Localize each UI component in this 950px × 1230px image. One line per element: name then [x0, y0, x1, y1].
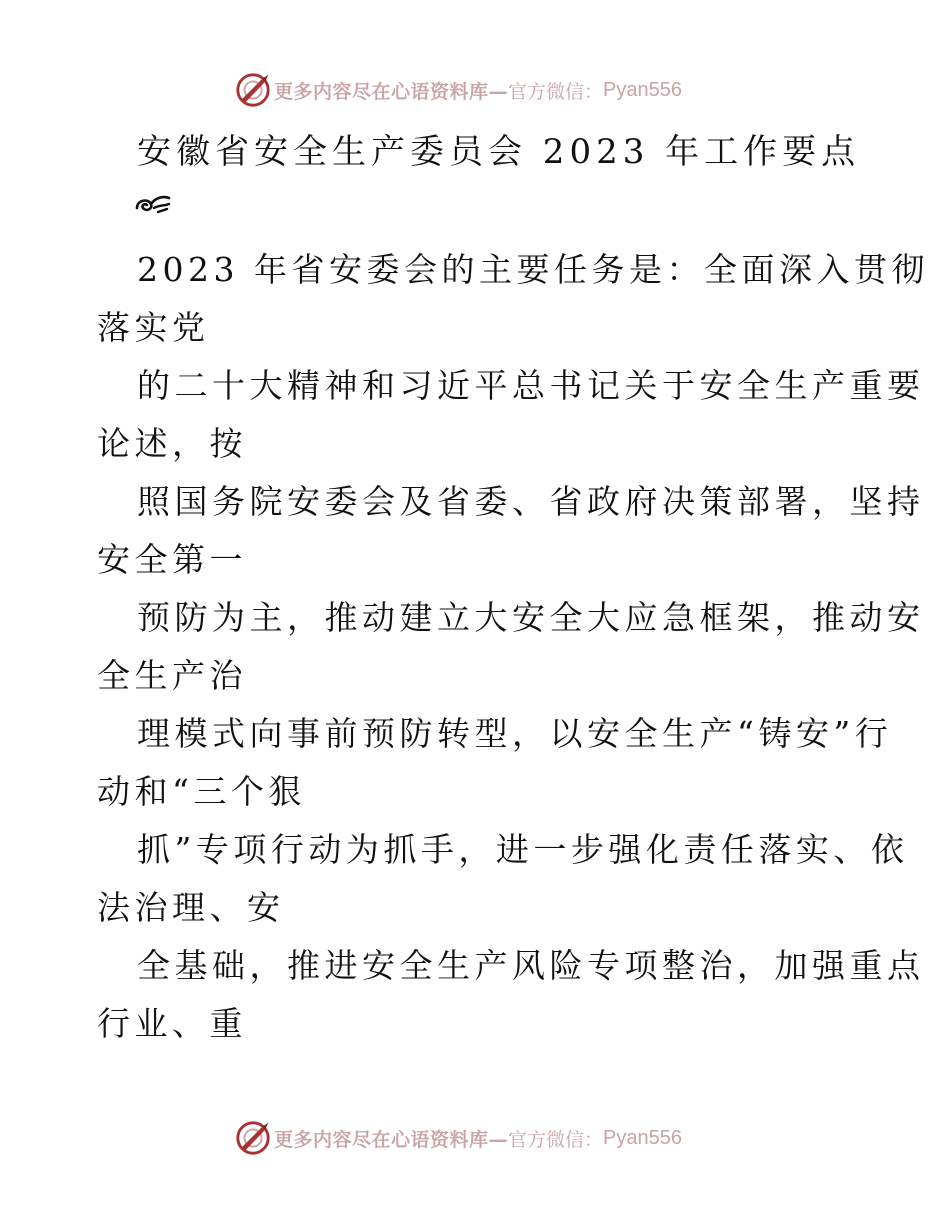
body-line: 安全第一	[97, 540, 247, 579]
header-watermark	[234, 70, 682, 110]
watermark-brand-text: 更多内容尽在心语资料库—	[274, 80, 509, 103]
decorative-flourish-icon	[134, 192, 172, 218]
watermark-wechat-label: 官方微信：	[508, 80, 604, 103]
body-line: 2023 年省安委会的主要任务是：全面深入贯彻	[137, 250, 929, 289]
body-line: 理模式向事前预防转型，以安全生产“铸安”行	[137, 714, 893, 753]
body-line: 的二十大精神和习近平总书记关于安全生产重要	[137, 366, 925, 405]
document-title: 安徽省安全生产委员会 2023 年工作要点	[137, 132, 861, 172]
watermark-brand-text: 更多内容尽在心语资料库—	[274, 1128, 509, 1151]
body-line: 全基础，推进安全生产风险专项整治，加强重点	[137, 946, 925, 985]
body-line: 行业、重	[97, 1004, 247, 1043]
body-line: 论述，按	[97, 424, 247, 463]
body-line: 全生产治	[97, 656, 247, 695]
footer-watermark	[234, 1118, 682, 1158]
body-line: 预防为主，推动建立大安全大应急框架，推动安	[137, 598, 925, 637]
watermark-wechat-label: 官方微信：	[508, 1128, 604, 1151]
body-line: 落实党	[97, 308, 210, 347]
body-line: 照国务院安委会及省委、省政府决策部署，坚持	[137, 482, 925, 521]
body-line: 法治理、安	[97, 888, 285, 927]
watermark-wechat-id: Pyan556	[603, 78, 682, 101]
brand-logo-icon	[234, 71, 272, 109]
body-line: 动和“三个狠	[97, 772, 306, 811]
watermark-wechat-id: Pyan556	[603, 1126, 682, 1149]
body-line: 抓”专项行动为抓手，进一步强化责任落实、依	[137, 830, 909, 869]
brand-logo-icon	[234, 1119, 272, 1157]
